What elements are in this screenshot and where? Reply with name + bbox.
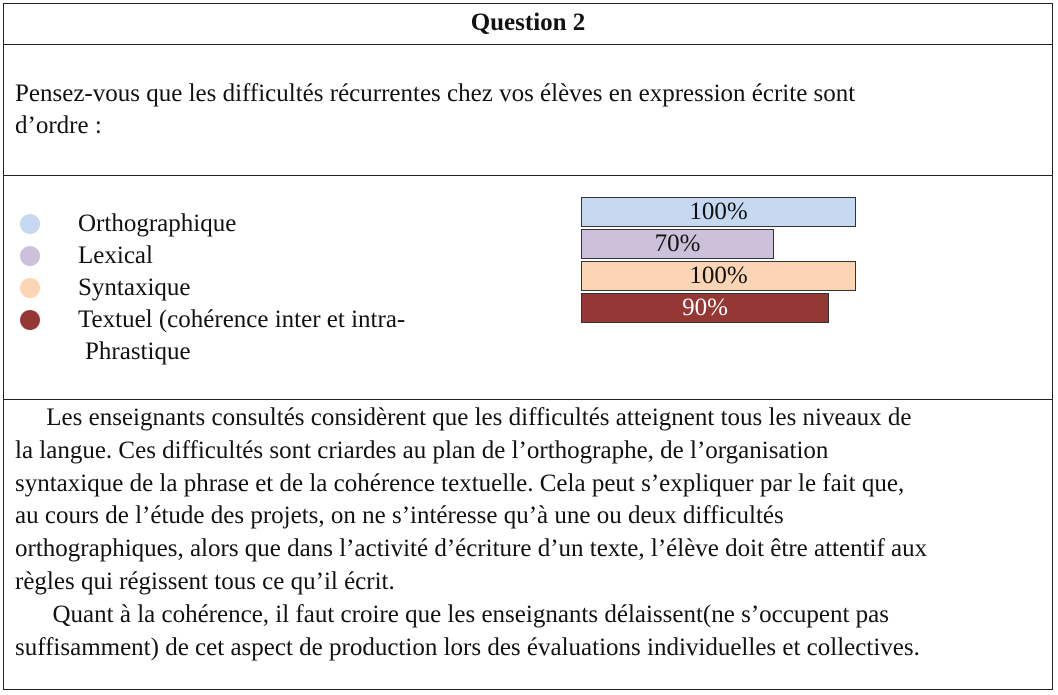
analysis-line: au cours de l’étude des projets, on ne s’intéresse qu’à une ou deux difficultés: [15, 502, 784, 530]
legend-label-continuation: Phrastique: [85, 338, 191, 365]
analysis-line: syntaxique de la phrase et de la cohérence textuelle. Cela peut s’expliquer par le fait que,: [15, 469, 905, 497]
row-divider: [3, 175, 1053, 176]
chart-legend: [18, 208, 518, 368]
legend-label: Textuel (cohérence inter et intra-: [78, 306, 406, 333]
legend-item-lexical: [18, 240, 518, 272]
bar-orthographique: [581, 197, 856, 227]
legend-label: Syntaxique: [78, 274, 191, 301]
legend-dot-icon: [20, 214, 40, 234]
bar-value-label: 100%: [689, 262, 748, 289]
analysis-line: Quant à la cohérence, il faut croire que les enseignants délaissent(ne s’occupent pas: [15, 600, 889, 628]
analysis-line: orthographiques, alors que dans l’activité d’écriture d’un texte, l’élève doit être attentif aux: [15, 535, 928, 563]
legend-item-orthographique: [18, 208, 518, 240]
analysis-line: Les enseignants consultés considèrent que les difficultés atteignent tous les niveaux de: [15, 404, 912, 431]
legend-label: Lexical: [78, 242, 153, 269]
bar-value-label: 90%: [682, 294, 728, 321]
bar-value-label: 100%: [689, 198, 748, 225]
bar-value-label: 70%: [654, 230, 701, 257]
legend-dot-icon: [20, 310, 40, 330]
legend-label: Orthographique: [78, 210, 237, 237]
legend-dot-icon: [20, 246, 40, 266]
legend-item-textuel: [18, 304, 518, 336]
legend-dot-icon: [20, 278, 40, 298]
analysis-line: règles qui régissent tous ce qu’il écrit.: [15, 567, 395, 595]
bar-chart: [581, 197, 881, 327]
analysis-line: la langue. Ces difficultés sont criardes au plan de l’orthographe, de l’organisation: [15, 436, 829, 464]
analysis-line: suffisamment) de cet aspect de production lors des évaluations individuelles et collectives.: [15, 633, 920, 661]
question-line: d’ordre :: [15, 112, 102, 139]
row-divider: [3, 399, 1053, 400]
legend-continuation: [18, 336, 518, 368]
question-title: Question 2: [470, 9, 586, 36]
legend-item-syntaxique: [18, 272, 518, 304]
bar-lexical: [581, 229, 774, 259]
row-divider: [3, 44, 1053, 45]
analysis-paragraph: [15, 402, 1045, 664]
question-line: Pensez-vous que les difficultés récurrentes chez vos élèves en expression écrite sont: [15, 80, 856, 107]
question-text: [15, 78, 1015, 142]
bar-syntaxique: [581, 261, 856, 291]
bar-textuel: [581, 293, 829, 323]
